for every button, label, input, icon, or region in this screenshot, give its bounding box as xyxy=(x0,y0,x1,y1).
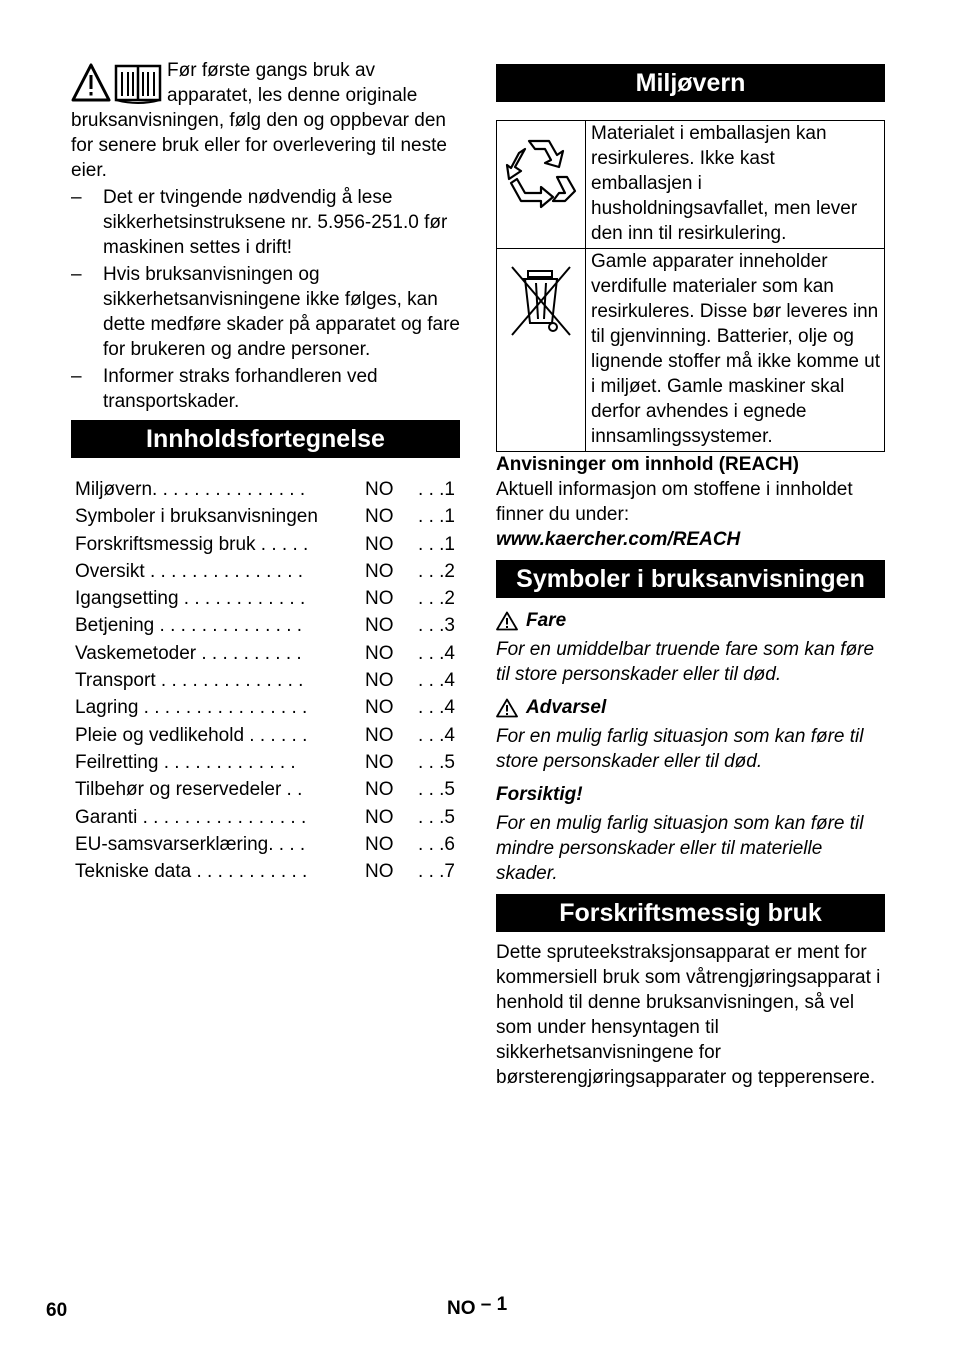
right-column xyxy=(496,64,885,1090)
toc-lang: NO xyxy=(365,751,394,773)
toc-lang: NO xyxy=(365,724,394,746)
toc-title: Miljøvern. . . . . . . . . . . . . . . xyxy=(75,479,306,500)
recycle-icon xyxy=(503,131,579,211)
toc-title: Feilretting . . . . . . . . . . . . . xyxy=(75,751,296,773)
toc-page: . . .5 xyxy=(418,779,455,801)
reach-link[interactable]: www.kaercher.com/REACH xyxy=(496,529,741,550)
toc-lang: NO xyxy=(365,642,394,664)
section-footer: NO – 1 xyxy=(447,1294,508,1319)
toc-row xyxy=(71,531,460,558)
list-item: – Det er tvingende nødvendig å lese sikkerhetsinstruksene nr. 5.956-251.0 før maskinen settes i drift! xyxy=(71,187,448,258)
toc-title: Forskriftsmessig bruk . . . . . xyxy=(75,533,309,555)
toc-lang: NO xyxy=(365,697,394,719)
table-of-contents xyxy=(71,476,460,885)
toc-lang: NO xyxy=(365,779,394,801)
toc-lang: NO xyxy=(365,670,394,692)
toc-title: Igangsetting . . . . . . . . . . . . xyxy=(75,588,306,610)
page-number: 60 xyxy=(46,1300,68,1321)
toc-title: Lagring . . . . . . . . . . . . . . . . xyxy=(75,697,308,719)
reach-text: Aktuell informasjon om stoffene i innholdet finner du under: xyxy=(496,479,853,525)
intro-list xyxy=(71,185,460,414)
weee-icon-cell xyxy=(497,249,586,452)
toc-page: . . .6 xyxy=(418,833,455,855)
toc-row xyxy=(71,722,460,749)
reach-section xyxy=(496,452,885,552)
danger-text: For en umiddelbar truende fare som kan føre til store personskader eller til død. xyxy=(496,639,875,685)
caution-label: Forsiktig! xyxy=(496,784,583,805)
toc-page: . . .1 xyxy=(418,479,455,500)
toc-page: . . .5 xyxy=(418,806,455,828)
toc-page: . . .4 xyxy=(418,697,455,719)
toc-page: . . .2 xyxy=(418,588,455,610)
toc-page: . . .7 xyxy=(418,861,455,883)
toc-page: . . .4 xyxy=(418,724,455,746)
toc-title: Oversikt . . . . . . . . . . . . . . . xyxy=(75,560,304,582)
toc-page: . . .1 xyxy=(418,506,455,528)
toc-row xyxy=(71,667,460,694)
toc-lang: NO xyxy=(365,560,394,582)
toc-row xyxy=(71,749,460,776)
toc-row xyxy=(71,585,460,612)
use-text: Dette spruteekstraksjonsapparat er ment for kommersiell bruk som våtrengjøringsapparat i henhold til denne bruksanvisningen, så vel som under hensyntagen til sikkerhetsanvisningene for børsterengjøringsapparater og tepperensere. xyxy=(496,942,881,1088)
toc-lang: NO xyxy=(365,479,394,500)
left-column xyxy=(71,58,460,885)
env-table xyxy=(496,120,885,452)
toc-lang: NO xyxy=(365,533,394,555)
weee-text: Gamle apparater inneholder verdifulle materialer som kan resirkuleres. Disse bør leveres inn til gjenvinning. Batterier, olje og lignende stoffer må ikke komme ut i miljøet. Gamle maskiner skal derfor avhendes i egnede innsamlingssystemer. xyxy=(586,249,885,452)
toc-row xyxy=(71,858,460,885)
toc-lang: NO xyxy=(365,506,394,528)
warning-manual-icon xyxy=(71,62,163,106)
toc-title: Symboler i bruksanvisningen xyxy=(75,506,318,528)
list-item: – Informer straks forhandleren ved transportskader. xyxy=(71,366,378,412)
toc-title: Transport . . . . . . . . . . . . . . xyxy=(75,670,304,692)
toc-page: . . .4 xyxy=(418,670,455,692)
warning-text: For en mulig farlig situasjon som kan føre til store personskader eller til død. xyxy=(496,726,864,772)
toc-page: . . .4 xyxy=(418,642,455,664)
warning-label: Advarsel xyxy=(526,697,607,718)
danger-label: Fare xyxy=(526,610,567,631)
warning-triangle-icon xyxy=(496,698,518,718)
toc-title: Vaskemetoder . . . . . . . . . . xyxy=(75,642,302,664)
toc-title: Pleie og vedlikehold . . . . . . xyxy=(75,724,308,746)
warning-triangle-icon xyxy=(496,611,518,631)
toc-row xyxy=(71,804,460,831)
toc-row xyxy=(71,503,460,530)
toc-row xyxy=(71,612,460,639)
danger-label-row xyxy=(496,608,885,633)
intro-text: Før første gangs bruk av apparatet, les denne originale bruksanvisningen, følg den og oppbevar den for senere bruk eller for overlevering til neste eier. xyxy=(71,60,447,181)
toc-lang: NO xyxy=(365,861,394,883)
toc-row xyxy=(71,831,460,858)
toc-row xyxy=(71,640,460,667)
toc-row xyxy=(71,776,460,803)
toc-title: EU-samsvarserklæring. . . . xyxy=(75,833,306,855)
intro-section xyxy=(71,58,460,414)
toc-lang: NO xyxy=(365,806,394,828)
toc-page: . . .3 xyxy=(418,615,455,637)
recycle-text: Materialet i emballasjen kan resirkuleres. Ikke kast emballasjen i husholdningsavfallet, men lever den inn til resirkulering. xyxy=(586,121,885,249)
toc-lang: NO xyxy=(365,833,394,855)
symbols-heading: Symboler i bruksanvisningen xyxy=(496,560,885,598)
toc-heading: Innholdsfortegnelse xyxy=(71,420,460,458)
toc-title: Tilbehør og reservedeler . . xyxy=(75,779,303,801)
caution-text: For en mulig farlig situasjon som kan føre til mindre personskader eller til materielle skader. xyxy=(496,813,864,884)
toc-page: . . .5 xyxy=(418,751,455,773)
toc-row xyxy=(71,558,460,585)
toc-lang: NO xyxy=(365,615,394,637)
toc-row xyxy=(71,694,460,721)
toc-title: Tekniske data . . . . . . . . . . . xyxy=(75,861,308,883)
crossed-bin-icon xyxy=(508,263,574,343)
toc-page: . . .1 xyxy=(418,533,455,555)
warning-label-row xyxy=(496,695,885,720)
toc-lang: NO xyxy=(365,588,394,610)
toc-row xyxy=(71,476,460,503)
use-heading: Forskriftsmessig bruk xyxy=(496,894,885,932)
recycle-icon-cell xyxy=(497,121,586,249)
reach-title: Anvisninger om innhold (REACH) xyxy=(496,454,799,475)
list-item: – Hvis bruksanvisningen og sikkerhetsanvisningene ikke følges, kan dette medføre skader på apparatet og fare for brukeren og andre personer. xyxy=(71,264,460,360)
toc-title: Garanti . . . . . . . . . . . . . . . . xyxy=(75,806,307,828)
toc-title: Betjening . . . . . . . . . . . . . . xyxy=(75,615,303,637)
toc-page: . . .2 xyxy=(418,560,455,582)
env-heading: Miljøvern xyxy=(496,64,885,102)
symbols-section xyxy=(496,608,885,886)
